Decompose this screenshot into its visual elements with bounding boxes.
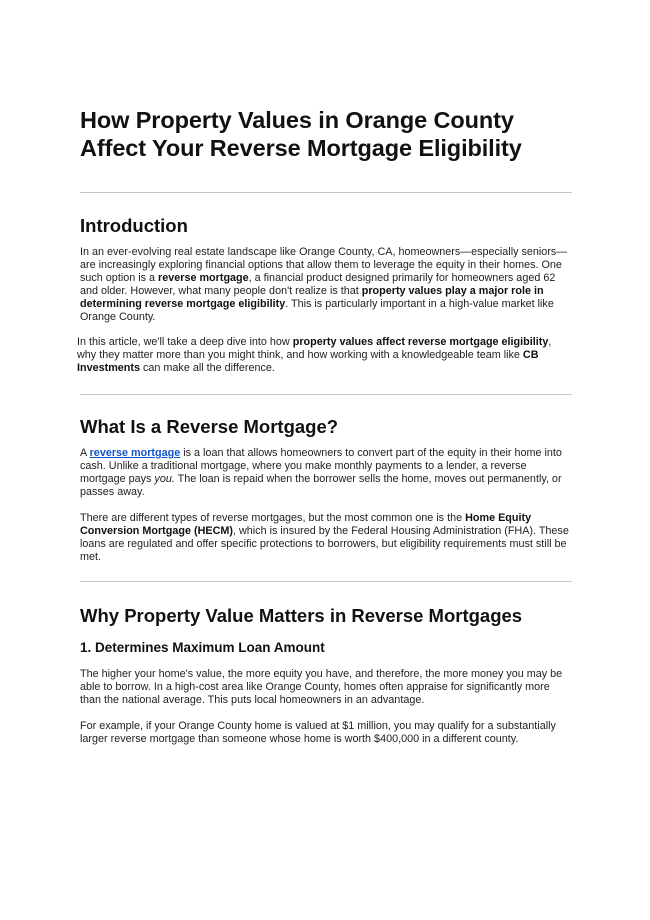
heading-why-property-value-matters: Why Property Value Matters in Reverse Mortgages <box>80 605 523 627</box>
section-divider <box>80 192 572 193</box>
what-p1-emphasis: you. <box>154 472 175 485</box>
why-paragraph-2: For example, if your Orange County home is valued at $1 million, you may qualify for a substantially larger reverse mortgage than someone whose home is worth $400,000 in a different county. <box>80 720 556 746</box>
what-p2-text-2: , which is insured by the Federal Housing Administration (FHA). These loans are regulated and offer specific protections to borrowers, but eligibility requirements must still be met. <box>80 524 569 563</box>
what-p1-text-1: A <box>80 447 90 460</box>
intro-p1-text-1: In an ever-evolving real estate landscape like Orange County, CA, homeowners—especially seniors—are increasingly exploring financial options that allow them to leverage the equity in their homes. One such option is a <box>80 246 568 284</box>
section-divider <box>80 394 572 395</box>
subheading-max-loan-amount: 1. Determines Maximum Loan Amount <box>80 640 325 656</box>
intro-p1-bold-2: property values play a major role in determining reverse mortgage eligibility <box>80 284 544 310</box>
intro-paragraph-1 <box>80 246 572 323</box>
intro-p1-text-2: , a financial product designed primarily for homeowners aged 62 and older. However, what many people don't realize is that <box>80 271 556 297</box>
what-p2-bold-1: Home Equity Conversion Mortgage (HECM) <box>80 511 532 537</box>
reverse-mortgage-link[interactable]: reverse mortgage <box>89 447 181 460</box>
why-paragraph-1: The higher your home's value, the more equity you have, and therefore, the more money you may be able to borrow. In a high-cost area like Orange County, homes often appraise for significantly more than the national average. This puts local homeowners in an advantage. <box>80 668 563 707</box>
intro-paragraph-2 <box>77 336 572 375</box>
intro-p2-text-2: , why they matter more than you might think, and how working with a knowledgeable team like <box>77 336 552 362</box>
what-p1-text-2: is a loan that allows homeowners to convert part of the equity in their home into cash. Unlike a traditional mortgage, where you make monthly payments to a lender, a reverse mortgage pays <box>80 447 562 485</box>
intro-p2-text-1: In this article, we'll take a deep dive into how <box>77 336 293 349</box>
intro-p1-text-3: . This is particularly important in a high-value market like Orange County. <box>80 297 554 323</box>
what-p1-text-3: The loan is repaid when the borrower sells the home, moves out permanently, or passes away. <box>80 472 562 498</box>
intro-p2-bold-2: CB Investments <box>77 349 539 375</box>
what-p2-text-1: There are different types of reverse mortgages, but the most common one is the <box>80 511 466 524</box>
document-title: How Property Values in Orange County Affect Your Reverse Mortgage Eligibility <box>80 107 522 161</box>
document-page <box>77 106 572 746</box>
heading-introduction: Introduction <box>80 215 188 236</box>
intro-p1-bold-1: reverse mortgage <box>158 271 249 284</box>
section-divider <box>80 581 572 582</box>
what-is-paragraph-2 <box>80 512 572 564</box>
intro-p2-bold-1: property values affect reverse mortgage eligibility <box>292 336 549 349</box>
what-is-paragraph-1 <box>80 447 572 499</box>
intro-p2-text-3: can make all the difference. <box>140 362 275 375</box>
heading-what-is-reverse-mortgage: What Is a Reverse Mortgage? <box>80 416 339 438</box>
